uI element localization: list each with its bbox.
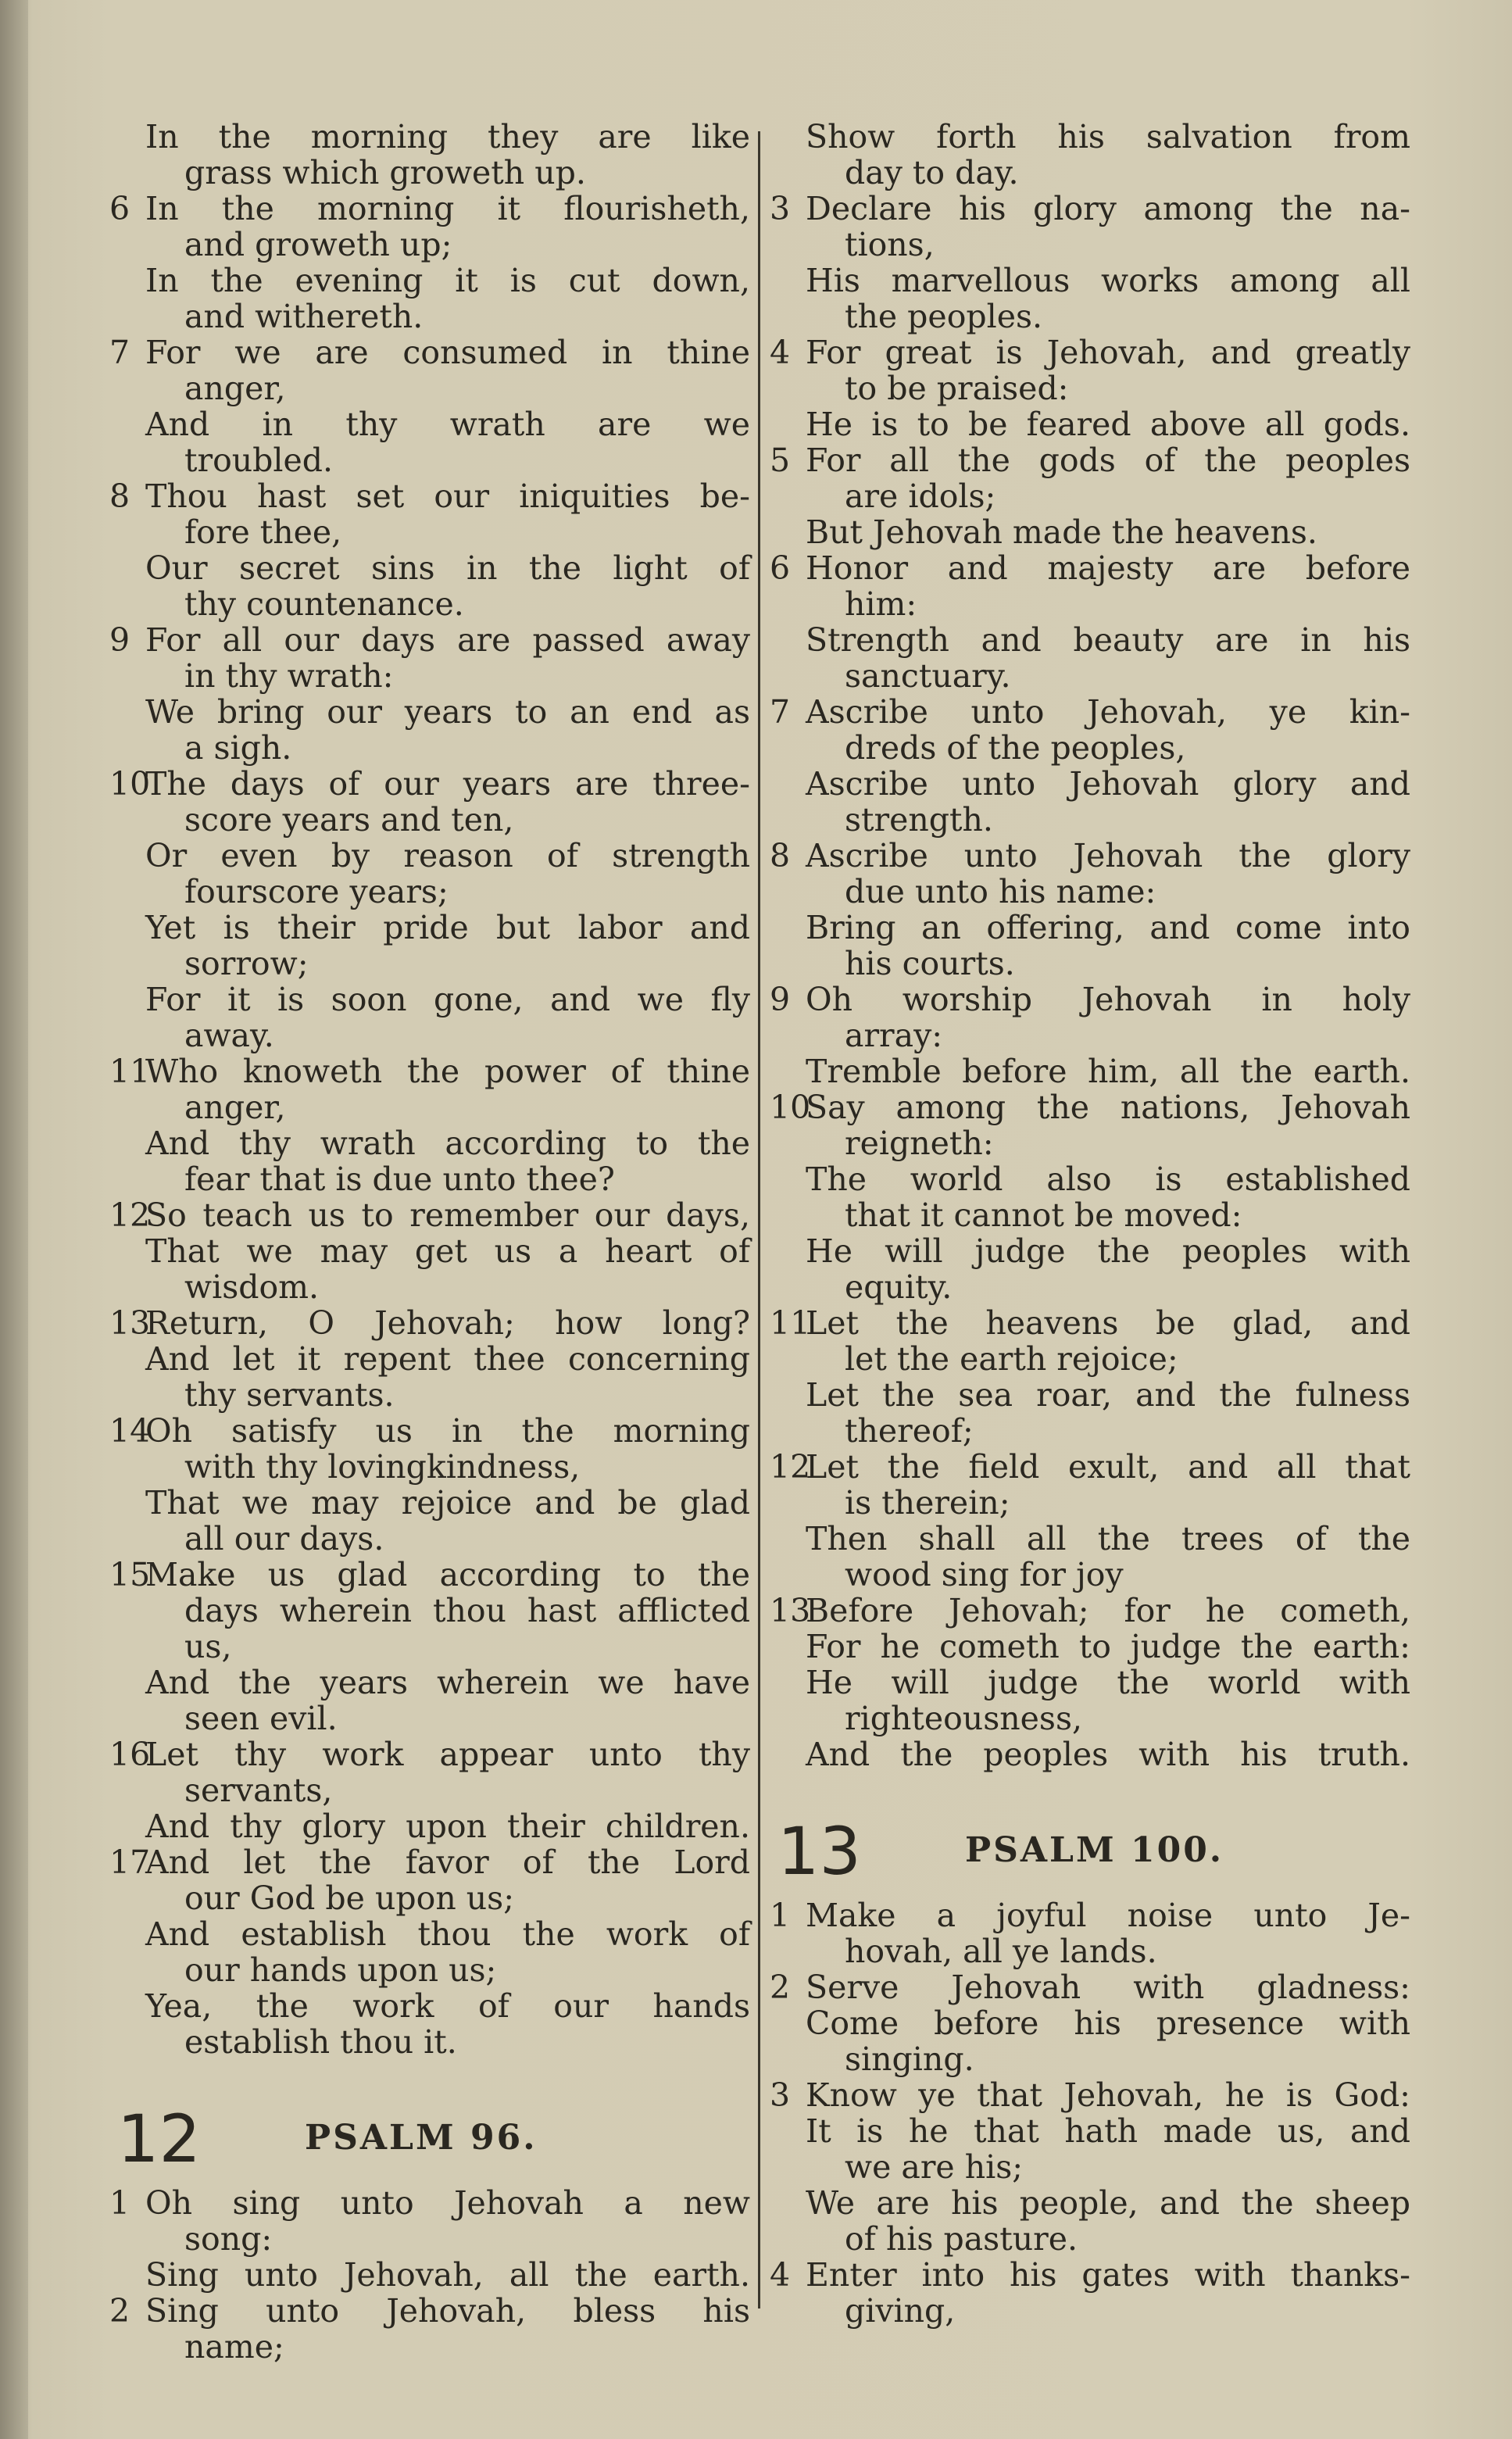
verse-line <box>109 1557 750 1593</box>
verse-text: score years and ten, <box>184 801 514 839</box>
verse-line <box>770 694 1410 730</box>
verse-line <box>770 838 1410 874</box>
verse-line <box>770 586 1410 622</box>
verse-line <box>109 334 750 370</box>
verse-number: 5 <box>770 442 791 479</box>
verse-text: Declare his glory among the na- <box>806 190 1410 227</box>
verse-text: Thou hast set our iniquities be- <box>145 477 750 515</box>
verse-line <box>770 1125 1410 1161</box>
verse-text: the peoples. <box>845 298 1043 335</box>
verse-line <box>770 1305 1410 1341</box>
verse-text: And thy wrath according to the <box>145 1125 750 1162</box>
verse-number: 12 <box>770 1448 811 1486</box>
verse-text: And the years wherein we have <box>145 1664 750 1701</box>
verse-line <box>770 1933 1410 1969</box>
verse-text: Let the sea roar, and the fulness <box>806 1376 1410 1414</box>
verse-text: For great is Jehovah, and greatly <box>806 334 1410 371</box>
verse-line <box>770 766 1410 802</box>
verse-text: For all the gods of the peoples <box>806 442 1410 479</box>
verse-number: 14 <box>109 1412 151 1450</box>
verse-line <box>109 1161 750 1197</box>
verse-text: And establish thou the work of <box>145 1915 750 1953</box>
verse-line <box>770 334 1410 370</box>
verse-line <box>770 2293 1410 2329</box>
verse-line <box>109 1017 750 1053</box>
verse-line <box>109 838 750 874</box>
verse-text: Say among the nations, Jehovah <box>806 1089 1410 1126</box>
verse-text: Tremble before him, all the earth. <box>806 1053 1410 1090</box>
left-column-verses <box>109 119 750 2060</box>
verse-line <box>109 766 750 802</box>
verse-line <box>109 478 750 514</box>
verse-line <box>109 370 750 406</box>
verse-text: Return, O Jehovah; how long? <box>145 1304 750 1342</box>
verse-text: And thy glory upon their children. <box>145 1808 750 1845</box>
verse-line <box>109 1485 750 1521</box>
verse-number: 11 <box>770 1304 811 1342</box>
verse-text: array: <box>845 1017 943 1054</box>
verse-line <box>770 2221 1410 2257</box>
verse-number: 10 <box>770 1089 811 1126</box>
verse-line <box>770 1969 1410 2005</box>
verse-line <box>770 1233 1410 1269</box>
verse-text: righteousness, <box>845 1700 1083 1737</box>
verse-line <box>109 1449 750 1485</box>
verse-line <box>109 2024 750 2060</box>
verse-text: sanctuary. <box>845 657 1011 695</box>
verse-line <box>109 1916 750 1952</box>
verse-text: thy servants. <box>184 1376 395 1414</box>
verse-line <box>770 1449 1410 1485</box>
verse-text: to be praised: <box>845 370 1069 407</box>
verse-text: a sigh. <box>184 729 292 767</box>
verse-text: He will judge the world with <box>806 1664 1410 1701</box>
spacer <box>109 2174 750 2185</box>
verse-text: Oh worship Jehovah in holy <box>806 981 1410 1018</box>
verse-text: For we are consumed in thine <box>145 334 750 371</box>
verse-line <box>770 1269 1410 1305</box>
verse-text: is therein; <box>845 1484 1010 1522</box>
verse-line <box>109 299 750 334</box>
verse-line <box>770 982 1410 1017</box>
verse-number: 4 <box>770 2256 791 2294</box>
verse-number: 7 <box>770 693 791 731</box>
verse-line <box>770 658 1410 694</box>
verse-text: For all our days are passed away <box>145 621 750 659</box>
verse-number: 3 <box>770 190 791 227</box>
verse-text: Ascribe unto Jehovah the glory <box>806 837 1410 874</box>
verse-line <box>770 1161 1410 1197</box>
verse-line <box>109 2329 750 2365</box>
verse-text: Yet is their pride but labor and <box>145 909 750 946</box>
verse-line <box>770 1017 1410 1053</box>
verse-text: establish thou it. <box>184 2023 457 2061</box>
verse-line <box>770 2041 1410 2077</box>
verse-line <box>109 730 750 766</box>
verse-line <box>109 1053 750 1089</box>
verse-text: days wherein thou hast afflicted <box>184 1592 750 1629</box>
psalm-100-verses <box>770 1897 1410 2329</box>
verse-line <box>770 910 1410 946</box>
verse-line <box>770 1197 1410 1233</box>
verse-line <box>109 1772 750 1808</box>
verse-text: wood sing for joy <box>845 1556 1124 1593</box>
verse-line <box>109 586 750 622</box>
verse-text: Strength and beauty are in his <box>806 621 1410 659</box>
verse-text: fourscore years; <box>184 873 449 910</box>
verse-line <box>770 1736 1410 1772</box>
column-divider <box>758 131 760 2308</box>
verse-line <box>109 1844 750 1880</box>
verse-text: The days of our years are three- <box>145 765 750 803</box>
verse-number: 16 <box>109 1736 151 1773</box>
verse-line <box>109 1701 750 1736</box>
verse-line <box>770 802 1410 838</box>
verse-line <box>109 2257 750 2293</box>
verse-text: seen evil. <box>184 1700 338 1737</box>
verse-line <box>770 1521 1410 1557</box>
verse-line <box>109 227 750 263</box>
verse-text: And in thy wrath are we <box>145 406 750 443</box>
verse-text: Yea, the work of our hands <box>145 1987 750 2025</box>
verse-line <box>770 1665 1410 1701</box>
verse-line <box>109 1413 750 1449</box>
verse-text: Make us glad according to the <box>145 1556 750 1593</box>
verse-text: It is he that hath made us, and <box>806 2112 1410 2150</box>
verse-number: 13 <box>109 1304 151 1342</box>
verse-number: 9 <box>109 621 130 659</box>
verse-text: And let the favor of the Lord <box>145 1844 750 1881</box>
verse-number: 1 <box>770 1897 791 1934</box>
right-column-verses <box>770 119 1410 1772</box>
verse-text: and withereth. <box>184 298 424 335</box>
verse-line <box>109 1988 750 2024</box>
verse-number: 12 <box>109 1196 151 1234</box>
verse-line <box>770 1377 1410 1413</box>
verse-line <box>770 550 1410 586</box>
verse-line <box>770 2257 1410 2293</box>
verse-line <box>109 1521 750 1557</box>
verse-line <box>109 1233 750 1269</box>
spacer <box>770 1886 1410 1897</box>
verse-text: Bring an offering, and come into <box>806 909 1410 946</box>
verse-text: Let the field exult, and all that <box>806 1448 1410 1486</box>
verse-text: That we may rejoice and be glad <box>145 1484 750 1522</box>
verse-number: 3 <box>770 2076 791 2114</box>
verse-line <box>109 1665 750 1701</box>
verse-text: And let it repent thee concerning <box>145 1340 750 1378</box>
psalm-96-verses <box>109 2185 750 2365</box>
verse-text: troubled. <box>184 442 334 479</box>
verse-number: 13 <box>770 1592 811 1629</box>
verse-line <box>109 550 750 586</box>
verse-text: are idols; <box>845 477 996 515</box>
verse-number: 11 <box>109 1053 151 1090</box>
verse-line <box>109 155 750 191</box>
verse-text: him: <box>845 585 917 623</box>
verse-text: So teach us to remember our days, <box>145 1196 750 1234</box>
verse-text: song: <box>184 2220 273 2258</box>
verse-text: that it cannot be moved: <box>845 1196 1242 1234</box>
verse-number: 10 <box>109 765 151 803</box>
verse-line <box>109 1125 750 1161</box>
verse-text: hovah, all ye lands. <box>845 1933 1157 1970</box>
verse-text: giving, <box>845 2292 956 2330</box>
verse-text: Ascribe unto Jehovah glory and <box>806 765 1410 803</box>
verse-text: servants, <box>184 1772 333 1809</box>
verse-text: our hands upon us; <box>184 1951 497 1989</box>
verse-line <box>770 1485 1410 1521</box>
verse-text: thereof; <box>845 1412 974 1450</box>
right-column <box>770 119 1410 2329</box>
verse-number: 1 <box>109 2184 130 2222</box>
verse-line <box>770 1701 1410 1736</box>
verse-line <box>770 370 1410 406</box>
verse-line <box>770 730 1410 766</box>
verse-text: equity. <box>845 1268 953 1306</box>
verse-text: Serve Jehovah with gladness: <box>806 1969 1410 2006</box>
verse-text: and groweth up; <box>184 226 452 263</box>
verse-line <box>109 874 750 910</box>
verse-line <box>109 982 750 1017</box>
verse-line <box>109 1593 750 1629</box>
verse-text: Before Jehovah; for he cometh, <box>806 1592 1410 1629</box>
verse-text: Make a joyful noise unto Je- <box>806 1897 1410 1934</box>
verse-text: all our days. <box>184 1520 384 1557</box>
verse-text: due unto his name: <box>845 873 1156 910</box>
verse-line <box>770 2005 1410 2041</box>
verse-line <box>109 1305 750 1341</box>
verse-line <box>770 299 1410 334</box>
psalm-100-heading <box>770 1813 1410 1890</box>
verse-text: singing. <box>845 2040 974 2078</box>
verse-text: let the earth rejoice; <box>845 1340 1178 1378</box>
verse-line <box>109 514 750 550</box>
verse-text: Oh sing unto Jehovah a new <box>145 2184 750 2222</box>
verse-text: thy countenance. <box>184 585 464 623</box>
verse-line <box>109 2293 750 2329</box>
hymn-number: 12 <box>117 2101 201 2177</box>
verse-line <box>770 191 1410 227</box>
verse-text: fear that is due unto thee? <box>184 1160 615 1198</box>
verse-text: with thy lovingkindness, <box>184 1448 581 1486</box>
verse-line <box>109 442 750 478</box>
verse-text: reigneth: <box>845 1125 994 1162</box>
verse-number: 2 <box>109 2292 130 2330</box>
verse-text: away. <box>184 1017 274 1054</box>
verse-line <box>770 2185 1410 2221</box>
verse-text: Know ye that Jehovah, he is God: <box>806 2076 1410 2114</box>
verse-line <box>770 227 1410 263</box>
book-spine-shadow <box>0 0 28 2439</box>
verse-number: 7 <box>109 334 130 371</box>
verse-line <box>770 1089 1410 1125</box>
verse-text: anger, <box>184 1089 286 1126</box>
psalm-96-heading <box>109 2101 750 2177</box>
verse-line <box>109 802 750 838</box>
verse-text: Honor and majesty are before <box>806 549 1410 587</box>
verse-text: grass which groweth up. <box>184 154 586 191</box>
verse-text: strength. <box>845 801 993 839</box>
verse-text: That we may get us a heart of <box>145 1232 750 1270</box>
verse-text: of his pasture. <box>845 2220 1078 2258</box>
verse-text: his courts. <box>845 945 1015 982</box>
verse-text: fore thee, <box>184 513 342 551</box>
verse-number: 6 <box>770 549 791 587</box>
verse-text: We bring our years to an end as <box>145 693 750 731</box>
verse-line <box>109 1952 750 1988</box>
verse-text: Show forth his salvation from <box>806 118 1410 156</box>
verse-line <box>109 263 750 299</box>
verse-line <box>770 874 1410 910</box>
verse-line <box>770 263 1410 299</box>
verse-line <box>770 1053 1410 1089</box>
verse-line <box>109 1269 750 1305</box>
verse-line <box>770 119 1410 155</box>
verse-text: Who knoweth the power of thine <box>145 1053 750 1090</box>
verse-text: anger, <box>184 370 286 407</box>
verse-line <box>109 694 750 730</box>
verse-line <box>770 155 1410 191</box>
verse-text: He will judge the peoples with <box>806 1232 1410 1270</box>
verse-line <box>770 2149 1410 2185</box>
verse-text: His marvellous works among all <box>806 262 1410 299</box>
verse-line <box>770 946 1410 982</box>
verse-text: dreds of the peoples, <box>845 729 1186 767</box>
verse-text: In the morning they are like <box>145 118 750 156</box>
verse-text: The world also is established <box>806 1160 1410 1198</box>
verse-text: In the evening it is cut down, <box>145 262 750 299</box>
verse-number: 9 <box>770 981 791 1018</box>
left-column <box>109 119 750 2365</box>
verse-line <box>770 406 1410 442</box>
psalm-title: PSALM 100. <box>965 1830 1224 1870</box>
verse-line <box>109 1197 750 1233</box>
verse-text: He is to be feared above all gods. <box>806 406 1410 443</box>
verse-line <box>109 1880 750 1916</box>
verse-text: For it is soon gone, and we fly <box>145 981 750 1018</box>
verse-line <box>770 1341 1410 1377</box>
verse-text: In the morning it flourisheth, <box>145 190 750 227</box>
verse-line <box>770 1593 1410 1629</box>
verse-text: our God be upon us; <box>184 1879 515 1917</box>
verse-line <box>109 2221 750 2257</box>
verse-text: Let the heavens be glad, and <box>806 1304 1410 1342</box>
verse-text: name; <box>184 2328 284 2366</box>
verse-line <box>770 514 1410 550</box>
verse-line <box>109 910 750 946</box>
verse-line <box>109 1341 750 1377</box>
verse-text: We are his people, and the sheep <box>806 2184 1410 2222</box>
verse-text: And the peoples with his truth. <box>806 1736 1410 1773</box>
verse-line <box>770 1413 1410 1449</box>
verse-text: Come before his presence with <box>806 2004 1410 2042</box>
verse-text: Sing unto Jehovah, all the earth. <box>145 2256 750 2294</box>
verse-line <box>770 478 1410 514</box>
verse-text: sorrow; <box>184 945 309 982</box>
verse-text: Sing unto Jehovah, bless his <box>145 2292 750 2330</box>
verse-line <box>109 622 750 658</box>
verse-line <box>109 1629 750 1665</box>
verse-number: 8 <box>770 837 791 874</box>
verse-line <box>770 2077 1410 2113</box>
verse-line <box>109 1377 750 1413</box>
verse-number: 8 <box>109 477 130 515</box>
verse-line <box>109 946 750 982</box>
verse-number: 17 <box>109 1844 151 1881</box>
verse-text: Enter into his gates with thanks- <box>806 2256 1410 2294</box>
verse-text: us, <box>184 1628 232 1665</box>
verse-text: we are his; <box>845 2148 1024 2186</box>
verse-text: Our secret sins in the light of <box>145 549 750 587</box>
verse-line <box>109 1736 750 1772</box>
psalm-title: PSALM 96. <box>305 2118 538 2158</box>
verse-line <box>109 1808 750 1844</box>
verse-line <box>109 191 750 227</box>
verse-text: Let thy work appear unto thy <box>145 1736 750 1773</box>
verse-line <box>770 622 1410 658</box>
verse-line <box>109 1089 750 1125</box>
verse-text: Then shall all the trees of the <box>806 1520 1410 1557</box>
verse-text: wisdom. <box>184 1268 320 1306</box>
verse-text: Or even by reason of strength <box>145 837 750 874</box>
verse-line <box>109 119 750 155</box>
verse-line <box>109 2185 750 2221</box>
verse-line <box>770 1557 1410 1593</box>
verse-text: Oh satisfy us in the morning <box>145 1412 750 1450</box>
verse-text: tions, <box>845 226 935 263</box>
verse-number: 2 <box>770 1969 791 2006</box>
verse-line <box>770 2113 1410 2149</box>
verse-line <box>770 442 1410 478</box>
verse-number: 4 <box>770 334 791 371</box>
verse-text: But Jehovah made the heavens. <box>806 513 1317 551</box>
verse-line <box>770 1897 1410 1933</box>
verse-text: day to day. <box>845 154 1019 191</box>
verse-number: 15 <box>109 1556 151 1593</box>
hymn-number: 13 <box>777 1813 861 1890</box>
verse-text: Ascribe unto Jehovah, ye kin- <box>806 693 1410 731</box>
verse-text: in thy wrath: <box>184 657 394 695</box>
verse-line <box>109 658 750 694</box>
verse-number: 6 <box>109 190 130 227</box>
verse-text: For he cometh to judge the earth: <box>806 1628 1410 1665</box>
verse-line <box>770 1629 1410 1665</box>
verse-line <box>109 406 750 442</box>
